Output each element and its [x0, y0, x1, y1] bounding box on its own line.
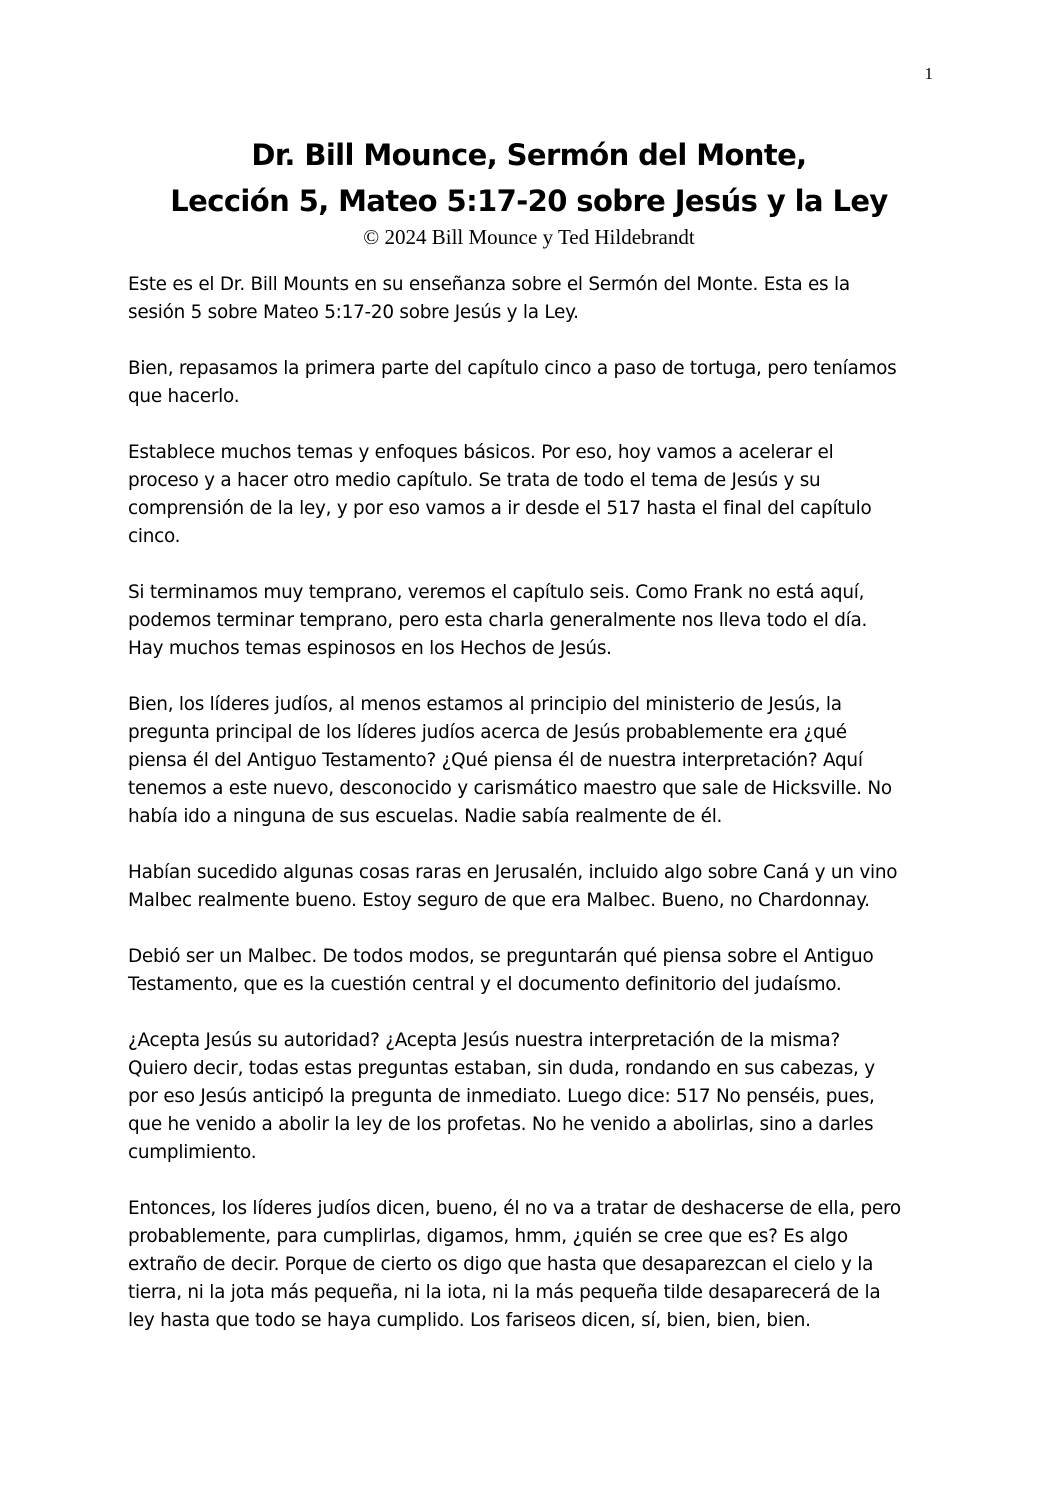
document-title-line-2: Lección 5, Mateo 5:17-20 sobre Jesús y la Ley — [170, 184, 888, 218]
paragraph: Este es el Dr. Bill Mounts en su enseñanza sobre el Sermón del Monte. Esta es la sesión 5 sobre Mateo 5:17-20 sobre Jesús y la Ley. — [128, 274, 850, 323]
paragraph: Bien, repasamos la primera parte del capítulo cinco a paso de tortuga, pero teníamos que hacerlo. — [128, 358, 897, 407]
copyright-notice: © 2024 Bill Mounce y Ted Hildebrandt — [363, 225, 695, 249]
document-body — [128, 271, 940, 1363]
document-title-line-1: Dr. Bill Mounce, Sermón del Monte, — [251, 138, 807, 172]
title-block — [0, 132, 1058, 250]
paragraph: Debió ser un Malbec. De todos modos, se preguntarán qué piensa sobre el Antiguo Testamento, que es la cuestión central y el documento definitorio del judaísmo. — [128, 946, 874, 995]
paragraph: Entonces, los líderes judíos dicen, bueno, él no va a tratar de deshacerse de ella, pero probablemente, para cumplirlas, digamos, hmm, ¿quién se cree que es? Es algo extraño de decir. Porque de cierto os digo que hasta que desaparezcan el cielo y la tierra, ni la jota más pequeña, ni la iota, ni la más pequeña tilde desaparecerá de la ley hasta que todo se haya cumplido. Los fariseos dicen, sí, bien, bien, bien. — [128, 1198, 901, 1331]
paragraph: Habían sucedido algunas cosas raras en Jerusalén, incluido algo sobre Caná y un vino Malbec realmente bueno. Estoy seguro de que era Malbec. Bueno, no Chardonnay. — [128, 862, 898, 911]
paragraph: Establece muchos temas y enfoques básicos. Por eso, hoy vamos a acelerar el proceso y a hacer otro medio capítulo. Se trata de todo el tema de Jesús y su comprensión de la ley, y por eso vamos a ir desde el 517 hasta el final del capítulo cinco. — [128, 442, 872, 547]
paragraph: ¿Acepta Jesús su autoridad? ¿Acepta Jesús nuestra interpretación de la misma? Quiero decir, todas estas preguntas estaban, sin duda, rondando en sus cabezas, y por eso Jesús anticipó la pregunta de inmediato. Luego dice: 517 No penséis, pues, que he venido a abolir la ley de los profetas. No he venido a abolirlas, sino a darles cumplimiento. — [128, 1030, 875, 1163]
page-number: 1 — [924, 64, 933, 83]
paragraph: Si terminamos muy temprano, veremos el capítulo seis. Como Frank no está aquí, podemos terminar temprano, pero esta charla generalmente nos lleva todo el día. Hay muchos temas espinosos en los Hechos de Jesús. — [128, 582, 868, 659]
paragraph: Bien, los líderes judíos, al menos estamos al principio del ministerio de Jesús, la pregunta principal de los líderes judíos acerca de Jesús probablemente era ¿qué piensa él del Antiguo Testamento? ¿Qué piensa él de nuestra interpretación? Aquí tenemos a este nuevo, desconocido y carismático maestro que sale de Hicksville. No había ido a ninguna de sus escuelas. Nadie sabía realmente de él. — [128, 694, 892, 827]
